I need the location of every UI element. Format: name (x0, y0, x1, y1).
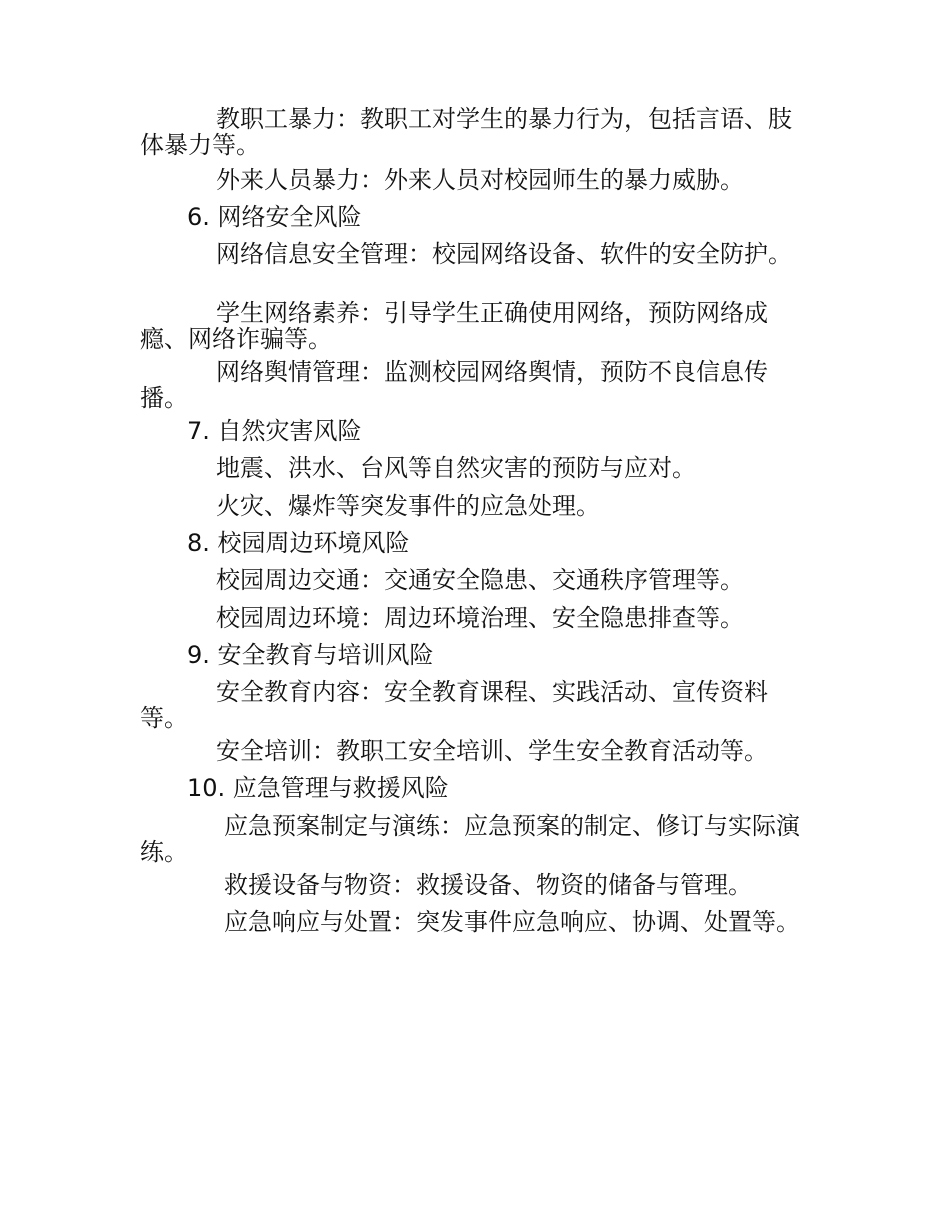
paragraph-network-opinion: 网络舆情管理：监测校园网络舆情，预防不良信息传播。 (140, 358, 768, 412)
paragraph-staff-violence: 教职工暴力：教职工对学生的暴力行为，包括言语、肢体暴力等。 (140, 105, 792, 159)
section-heading-10: 10. 应急管理与救援风险 (187, 774, 449, 802)
paragraph-emergency-response: 应急响应与处置：突发事件应急响应、协调、处置等。 (224, 908, 800, 936)
paragraph-safety-training: 安全培训：教职工安全培训、学生安全教育活动等。 (216, 737, 768, 765)
paragraph-outsider-violence: 外来人员暴力：外来人员对校园师生的暴力威胁。 (216, 166, 744, 194)
paragraph-safety-education: 安全教育内容：安全教育课程、实践活动、宣传资料等。 (140, 678, 768, 732)
paragraph-natural-disaster: 地震、洪水、台风等自然灾害的预防与应对。 (216, 454, 696, 482)
paragraph-surrounding-environment: 校园周边环境：周边环境治理、安全隐患排查等。 (216, 604, 744, 632)
section-heading-6: 6. 网络安全风险 (187, 203, 362, 231)
paragraph-rescue-equipment: 救援设备与物资：救援设备、物资的储备与管理。 (224, 871, 752, 899)
paragraph-network-info-security: 网络信息安全管理：校园网络设备、软件的安全防护。 (216, 240, 792, 268)
paragraph-emergency-plan: 应急预案制定与演练：应急预案的制定、修订与实际演练。 (140, 812, 800, 866)
section-heading-8: 8. 校园周边环境风险 (187, 529, 410, 557)
section-heading-9: 9. 安全教育与培训风险 (187, 641, 434, 669)
section-heading-7: 7. 自然灾害风险 (187, 417, 362, 445)
paragraph-student-network-literacy: 学生网络素养：引导学生正确使用网络，预防网络成瘾、网络诈骗等。 (140, 299, 768, 353)
paragraph-surrounding-traffic: 校园周边交通：交通安全隐患、交通秩序管理等。 (216, 566, 744, 594)
paragraph-emergency-handling: 火灾、爆炸等突发事件的应急处理。 (216, 492, 600, 520)
